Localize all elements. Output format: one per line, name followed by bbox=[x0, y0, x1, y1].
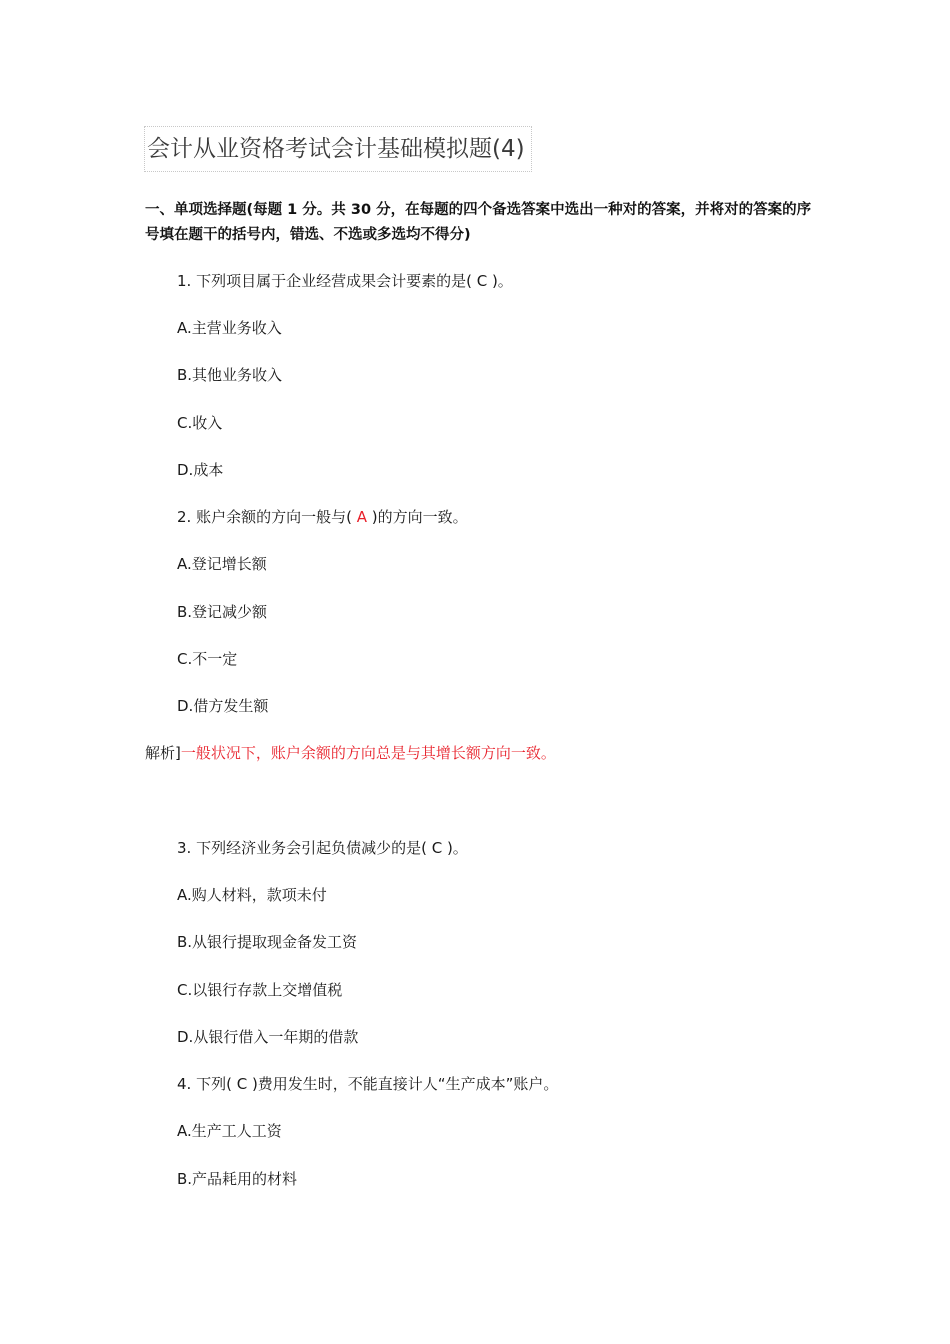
analysis-label: 解析] bbox=[145, 744, 181, 762]
analysis-text: 一般状况下，账户余额的方向总是与其增长额方向一致。 bbox=[180, 744, 556, 762]
question-stem-text: )。 bbox=[487, 272, 513, 290]
answer-letter: A bbox=[356, 508, 367, 526]
option-a: A.主营业务收入 bbox=[177, 319, 282, 337]
option-b: B.产品耗用的材料 bbox=[177, 1170, 298, 1188]
question-2-stem bbox=[177, 505, 468, 529]
option-d: D.成本 bbox=[177, 461, 224, 479]
option-c: C.收入 bbox=[177, 414, 223, 432]
option-a: A.生产工人工资 bbox=[177, 1122, 282, 1140]
analysis-note bbox=[145, 741, 556, 765]
option-d: D.从银行借入一年期的借款 bbox=[177, 1028, 359, 1046]
option-b: B.其他业务收入 bbox=[177, 366, 283, 384]
question-stem-text: 1. 下列项目属于企业经营成果会计要素的是( bbox=[177, 272, 477, 290]
document-title: 会计从业资格考试会计基础模拟题(4) bbox=[144, 126, 532, 172]
option-c: C.以银行存款上交增值税 bbox=[177, 981, 343, 999]
answer-letter: C bbox=[236, 1075, 248, 1093]
option-a: A.登记增长额 bbox=[177, 555, 267, 573]
option-d: D.借方发生额 bbox=[177, 697, 269, 715]
question-stem-text: )的方向一致。 bbox=[366, 508, 468, 526]
answer-letter: C bbox=[476, 272, 488, 290]
option-a: A.购人材料，款项未付 bbox=[177, 886, 327, 904]
question-stem-text: 4. 下列( bbox=[177, 1075, 237, 1093]
option-c: C.不一定 bbox=[177, 650, 238, 668]
question-stem-text: 3. 下列经济业务会引起负债减少的是( bbox=[177, 839, 432, 857]
section-heading: 一、单项选择题(每题 1 分。共 30 分，在每题的四个备选答案中选出一种对的答案，并将对的答案的序号填在题干的括号内，错选、不选或多选均不得分) bbox=[145, 202, 812, 243]
question-1-stem bbox=[177, 269, 513, 293]
question-3-stem bbox=[177, 836, 468, 860]
question-stem-text: )。 bbox=[442, 839, 468, 857]
question-stem-text: )费用发生时，不能直接计人“生产成本”账户。 bbox=[247, 1075, 559, 1093]
question-4-stem bbox=[177, 1072, 558, 1096]
question-stem-text: 2. 账户余额的方向一般与( bbox=[177, 508, 357, 526]
option-b: B.从银行提取现金备发工资 bbox=[177, 933, 358, 951]
answer-letter: C bbox=[431, 839, 443, 857]
option-b: B.登记减少额 bbox=[177, 603, 268, 621]
